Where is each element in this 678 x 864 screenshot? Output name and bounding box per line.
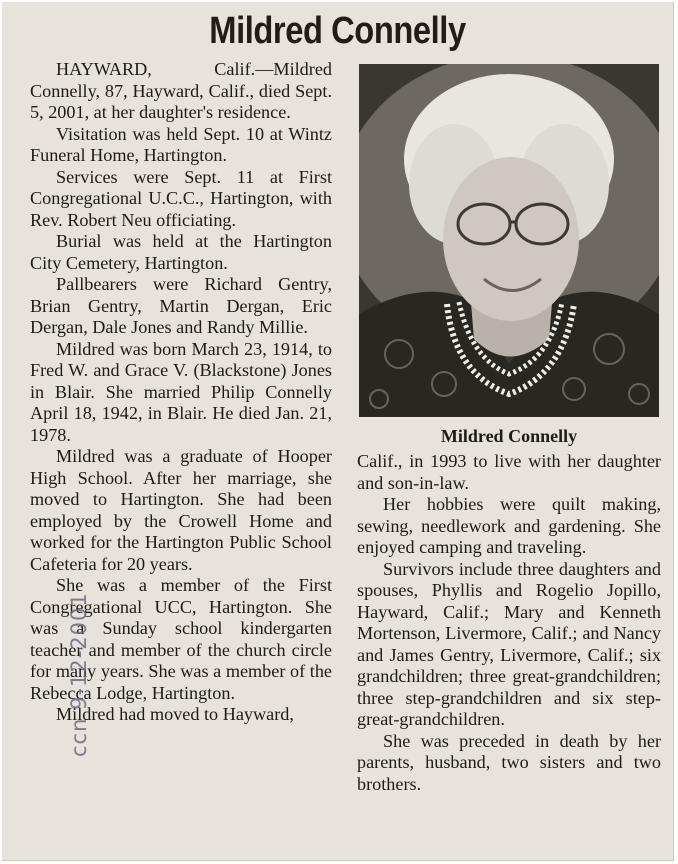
paragraph-education: Mildred was a graduate of Hooper High School. After her marriage, she moved to Hartington. She had been employed by the Crowell Home and worked for the Hartington Public School Cafeteria for 20 years. [30,446,332,574]
handwritten-date-note: ccn 9-12-2001 [67,592,91,757]
paragraph-church: She was a member of the First Congregational UCC, Hartington. She was a Sunday school kindergarten teacher and member of the church circle for many years. She was a member of the Rebecca Lodge, Hartington. [30,575,332,703]
paragraph-preceded: She was preceded in death by her parents, husband, two sisters and two brothers. [357,730,661,794]
photo-caption: Mildred Connelly [440,426,578,446]
paragraph-hobbies: Her hobbies were quilt making, sewing, needlework and gardening. She enjoyed camping and traveling. [357,494,661,557]
paragraph-visitation: Visitation was held Sept. 10 at Wintz Funeral Home, Hartington. [30,123,332,165]
paragraph-services: Services were Sept. 11 at First Congregational U.C.C., Hartington, with Rev. Robert Neu officiating. [30,166,332,230]
portrait-photo [359,64,659,417]
paragraph-birth: Mildred was born March 23, 1914, to Fred W. and Grace V. (Blackstone) Jones in Blair. She married Philip Connelly April 18, 1942, in Blair. He died Jan. 21, 1978. [30,338,332,445]
obituary-headline: Mildred Connelly [209,10,466,52]
paragraph-move: Mildred had moved to Hayward, [56,704,294,724]
paragraph-dateline: HAYWARD, Calif.—Mildred Connelly, 87, Hayward, Calif., died Sept. 5, 2001, at her daughter's residence. [30,59,332,122]
portrait-image [359,64,659,417]
newspaper-clipping [2,2,674,861]
paragraph-burial: Burial was held at the Hartington City Cemetery, Hartington. [30,231,332,273]
paragraph-survivors: Survivors include three daughters and spouses, Phyllis and Rogelio Jopillo, Hayward, Calif.; Mary and Kenneth Mortenson, Livermore, Calif.; and Nancy and James Gentry, Livermore, Calif.; six grandchildren; three great-grandchildren; three step-grandchildren and six step-great-grandchildren. [357,558,661,729]
paragraph-continued: Calif., in 1993 to live with her daughter and son-in-law. [357,451,661,493]
paragraph-pallbearers: Pallbearers were Richard Gentry, Brian Gentry, Martin Dergan, Eric Dergan, Dale Jones and Randy Millie. [30,274,332,337]
article-column-right [357,451,661,795]
